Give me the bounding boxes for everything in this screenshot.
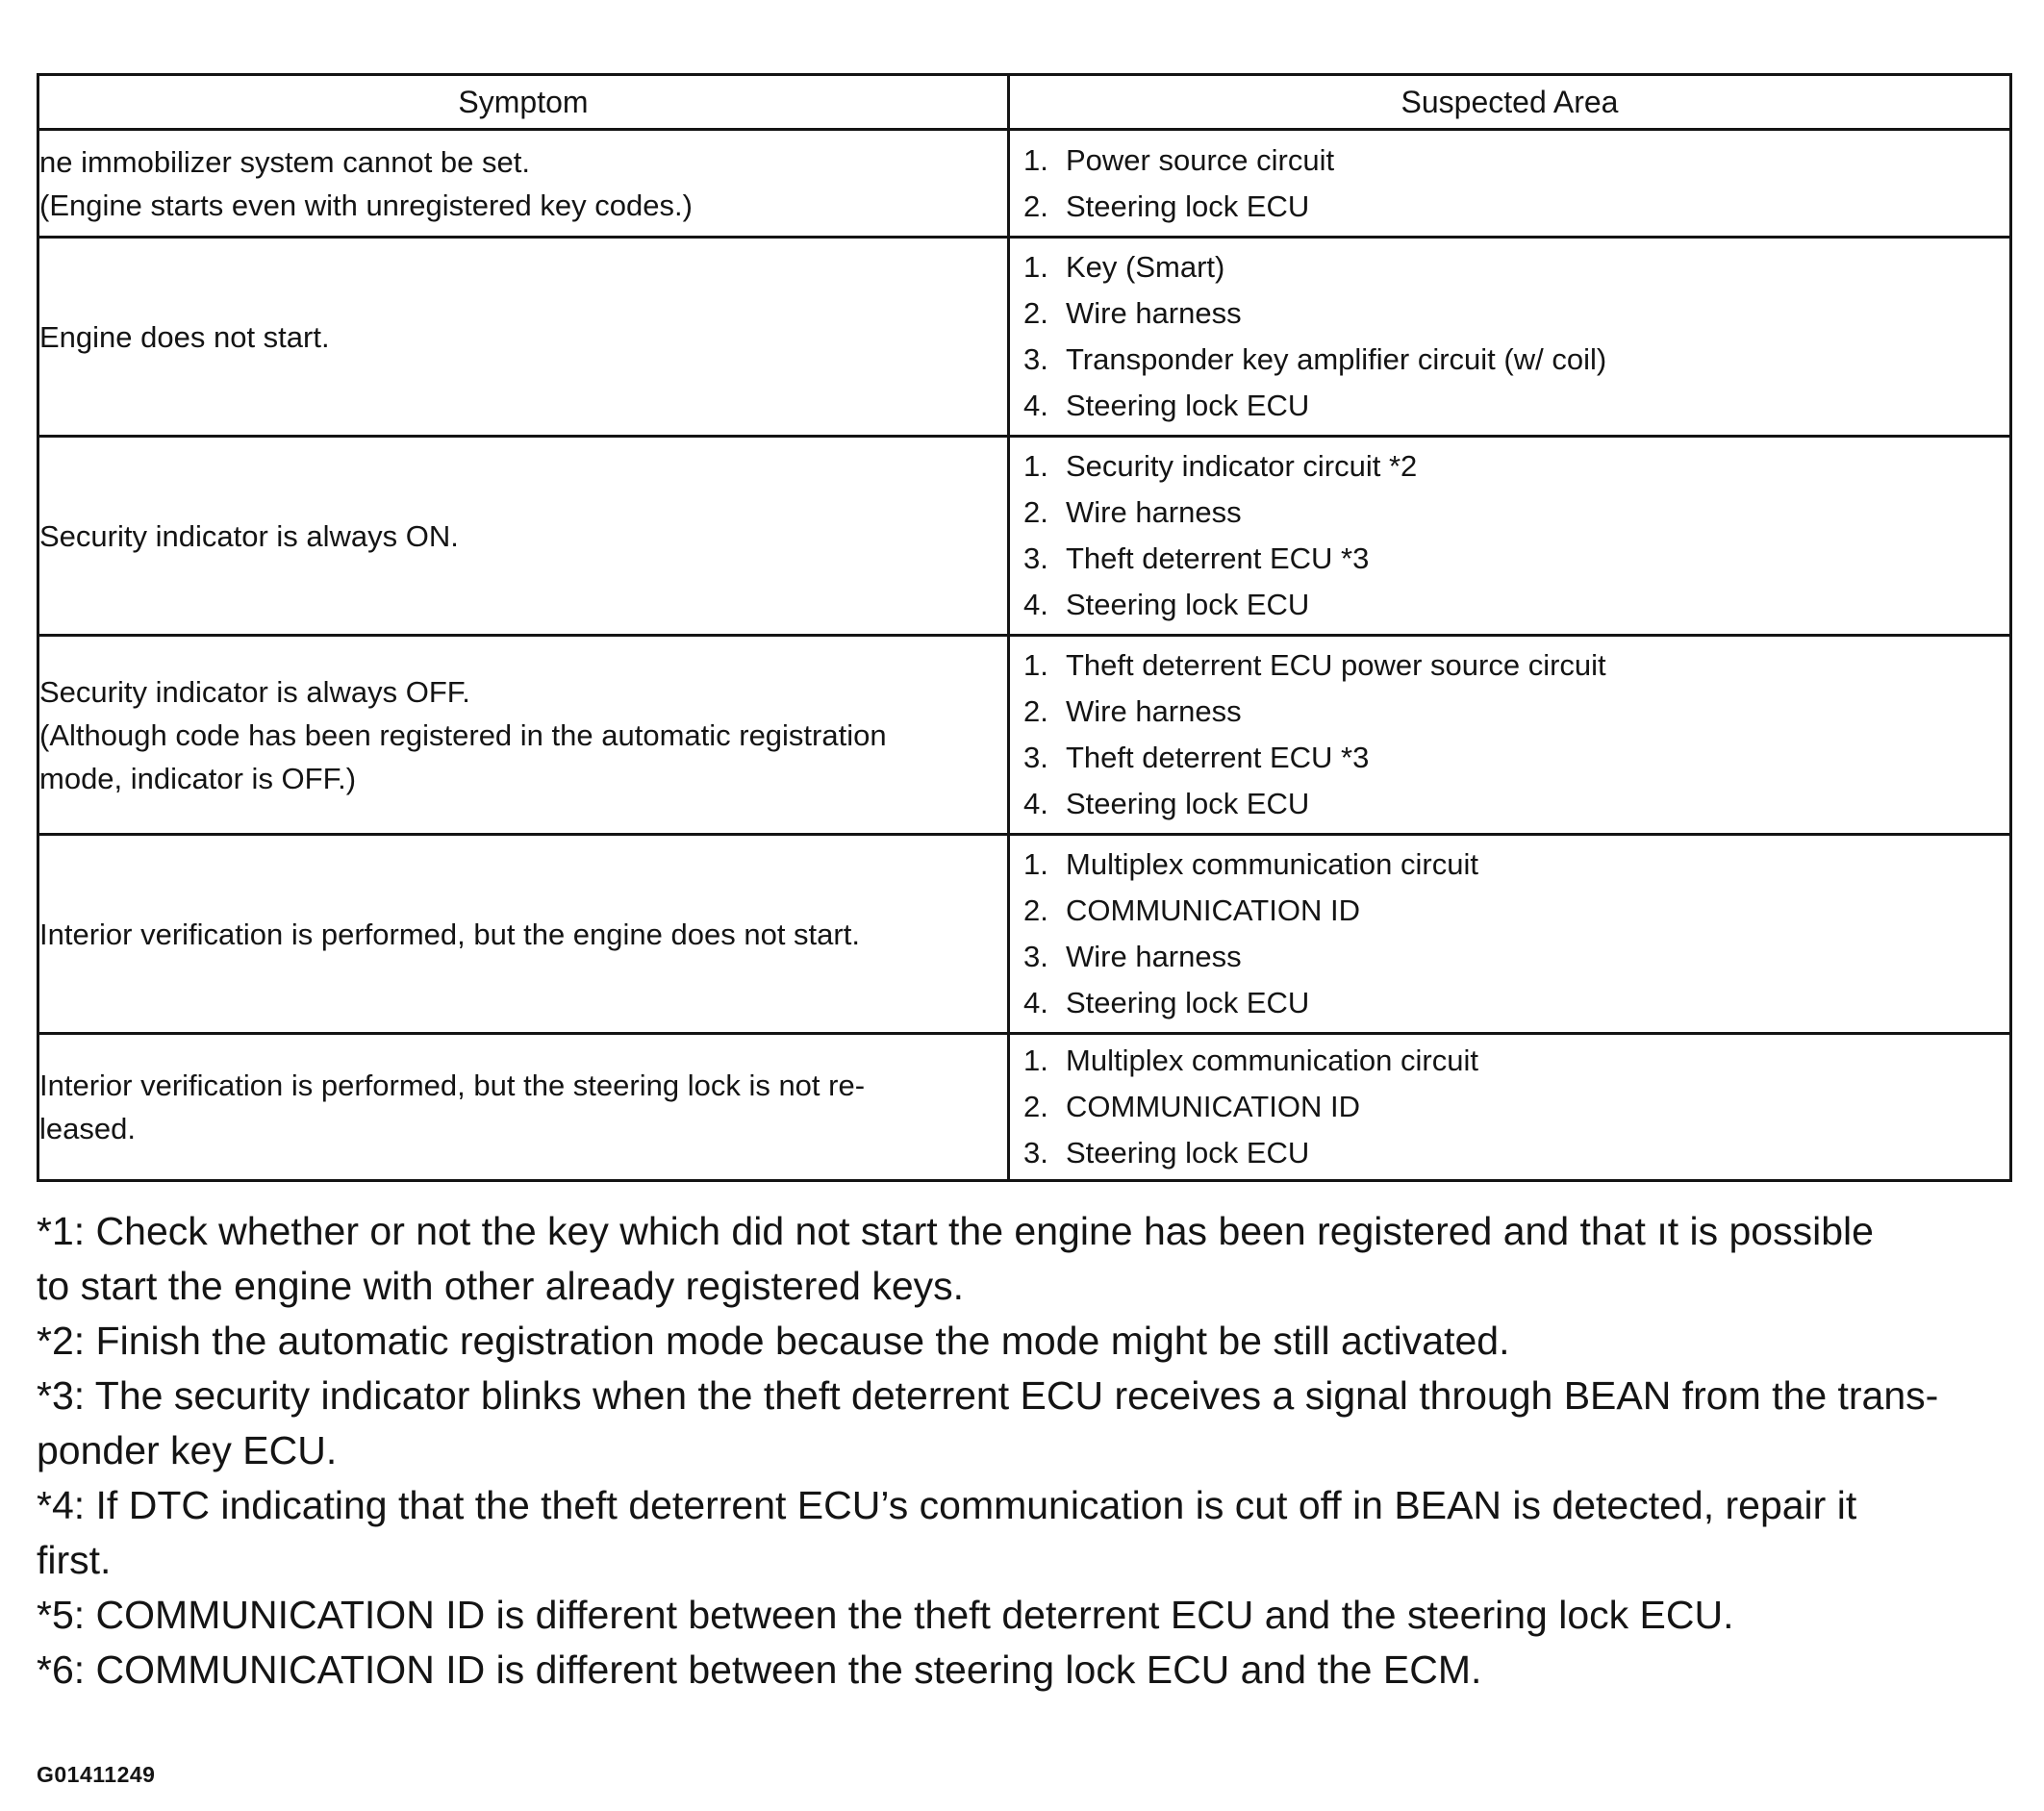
item-text: Theft deterrent ECU *3 <box>1066 541 1370 575</box>
footnote-line: *2: Finish the automatic registration mode because the mode might be still activated. <box>37 1319 1510 1363</box>
item-text: Steering lock ECU <box>1066 986 1310 1019</box>
list-item <box>1023 337 2009 383</box>
suspected-area-cell <box>1009 130 2011 238</box>
item-text: Power source circuit <box>1066 142 1335 177</box>
symptom-table <box>37 73 2012 1182</box>
suspected-area-list <box>1010 642 2009 827</box>
item-text: COMMUNICATION ID <box>1066 1090 1360 1123</box>
suspected-area-cell <box>1009 238 2011 437</box>
table-row <box>38 1034 2011 1181</box>
list-item <box>1023 980 2009 1026</box>
symptom-column-header: Symptom <box>38 75 1009 130</box>
item-text: Wire harness <box>1066 694 1242 728</box>
list-item <box>1023 689 2009 735</box>
table-row <box>38 238 2011 437</box>
item-number: 2. <box>1023 189 1048 223</box>
footnote-4 <box>37 1478 2013 1588</box>
item-number: 3. <box>1023 541 1048 575</box>
symptom-line: Interior verification is performed, but the steering lock is not re- <box>39 1069 866 1102</box>
footnote-line: *3: The security indicator blinks when the theft deterrent ECU receives a signal through BEAN from the trans- <box>37 1373 1939 1418</box>
symptom-cell <box>38 437 1009 636</box>
item-text: Steering lock ECU <box>1066 787 1310 820</box>
figure-reference-code: G01411249 <box>37 1762 156 1787</box>
list-item <box>1023 536 2009 582</box>
symptom-cell <box>38 238 1009 437</box>
item-text: Transponder key amplifier circuit (w/ coil) <box>1066 342 1607 376</box>
list-item <box>1023 490 2009 536</box>
suspected-area-cell <box>1009 636 2011 835</box>
footnotes <box>37 1204 2013 1698</box>
table-row <box>38 130 2011 238</box>
suspected-area-cell <box>1009 1034 2011 1181</box>
item-number: 4. <box>1023 787 1048 820</box>
table-header-row <box>38 75 2011 130</box>
item-text: Steering lock ECU <box>1066 1136 1310 1170</box>
item-number: 3. <box>1023 342 1048 376</box>
item-text: Multiplex communication circuit <box>1066 1044 1478 1077</box>
item-number: 2. <box>1023 893 1048 927</box>
item-text: Multiplex communication circuit <box>1066 847 1478 881</box>
item-text: Steering lock ECU <box>1066 189 1310 223</box>
item-number: 4. <box>1023 588 1048 621</box>
footnote-3 <box>37 1369 2013 1478</box>
item-text: Key (Smart) <box>1066 250 1225 284</box>
list-item <box>1023 888 2009 934</box>
table-row <box>38 636 2011 835</box>
footnote-line: *1: Check whether or not the key which did not start the engine has been registered and that ıt is possible <box>37 1209 1874 1253</box>
list-item <box>1023 138 2009 184</box>
symptom-line: (Although code has been registered in the automatic registration <box>39 717 887 752</box>
suspected-area-cell <box>1009 835 2011 1034</box>
item-number: 4. <box>1023 389 1048 422</box>
symptom-line: mode, indicator is OFF.) <box>39 761 357 795</box>
item-number: 2. <box>1023 1090 1048 1123</box>
item-number: 2. <box>1023 296 1048 330</box>
list-item <box>1023 934 2009 980</box>
suspected-area-cell <box>1009 437 2011 636</box>
item-number: 1. <box>1023 847 1048 881</box>
item-text: Theft deterrent ECU power source circuit <box>1066 648 1606 682</box>
list-item <box>1023 244 2009 290</box>
item-number: 3. <box>1023 1136 1048 1170</box>
footnote-line: *6: COMMUNICATION ID is different between the steering lock ECU and the ECM. <box>37 1648 1482 1692</box>
symptom-line: Security indicator is always OFF. <box>39 674 470 709</box>
list-item <box>1023 1130 2009 1176</box>
symptom-line: leased. <box>39 1112 136 1145</box>
item-number: 4. <box>1023 986 1048 1019</box>
item-number: 1. <box>1023 250 1048 284</box>
suspected-area-list <box>1010 443 2009 628</box>
suspected-area-list <box>1010 244 2009 429</box>
item-number: 2. <box>1023 694 1048 728</box>
symptom-line: Security indicator is always ON. <box>39 518 459 553</box>
footnote-line: first. <box>37 1538 112 1582</box>
footnote-line: ponder key ECU. <box>37 1428 338 1472</box>
item-text: Theft deterrent ECU *3 <box>1066 741 1370 774</box>
item-number: 1. <box>1023 1044 1048 1077</box>
footnote-5 <box>37 1588 2013 1643</box>
symptom-cell <box>38 835 1009 1034</box>
footnote-line: *5: COMMUNICATION ID is different between the theft deterrent ECU and the steering lock ECU. <box>37 1593 1734 1637</box>
symptom-line: Engine does not start. <box>39 319 330 354</box>
suspected-area-list <box>1010 842 2009 1026</box>
symptom-line: Interior verification is performed, but the engine does not start. <box>39 917 860 951</box>
footnote-2 <box>37 1314 2013 1369</box>
item-text: Wire harness <box>1066 495 1242 529</box>
list-item <box>1023 642 2009 689</box>
table-row <box>38 835 2011 1034</box>
suspected-area-list <box>1010 138 2009 230</box>
item-number: 1. <box>1023 648 1048 682</box>
list-item <box>1023 781 2009 827</box>
footnote-line: to start the engine with other already registered keys. <box>37 1264 965 1308</box>
item-number: 2. <box>1023 495 1048 529</box>
item-number: 1. <box>1023 142 1048 177</box>
item-number: 3. <box>1023 741 1048 774</box>
symptom-line: ne immobilizer system cannot be set. <box>39 144 530 179</box>
item-text: COMMUNICATION ID <box>1066 893 1360 927</box>
list-item <box>1023 735 2009 781</box>
list-item <box>1023 290 2009 337</box>
list-item <box>1023 184 2009 230</box>
symptom-cell <box>38 130 1009 238</box>
item-text: Steering lock ECU <box>1066 588 1310 621</box>
footnote-1 <box>37 1204 2013 1314</box>
item-text: Wire harness <box>1066 940 1242 973</box>
list-item <box>1023 383 2009 429</box>
suspected-area-list <box>1010 1038 2009 1176</box>
symptom-cell <box>38 1034 1009 1181</box>
item-number: 1. <box>1023 449 1048 483</box>
list-item <box>1023 582 2009 628</box>
list-item <box>1023 842 2009 888</box>
suspected-area-column-header: Suspected Area <box>1009 75 2011 130</box>
symptom-line: (Engine starts even with unregistered key codes.) <box>39 188 693 222</box>
list-item <box>1023 1038 2009 1084</box>
symptom-cell <box>38 636 1009 835</box>
list-item <box>1023 1084 2009 1130</box>
item-text: Security indicator circuit *2 <box>1066 449 1418 483</box>
footnote-line: *4: If DTC indicating that the theft deterrent ECU’s communication is cut off in BEAN is detected, repair it <box>37 1483 1857 1527</box>
item-number: 3. <box>1023 940 1048 973</box>
table-row <box>38 437 2011 636</box>
item-text: Steering lock ECU <box>1066 389 1310 422</box>
list-item <box>1023 443 2009 490</box>
footnote-6 <box>37 1643 2013 1698</box>
item-text: Wire harness <box>1066 296 1242 330</box>
